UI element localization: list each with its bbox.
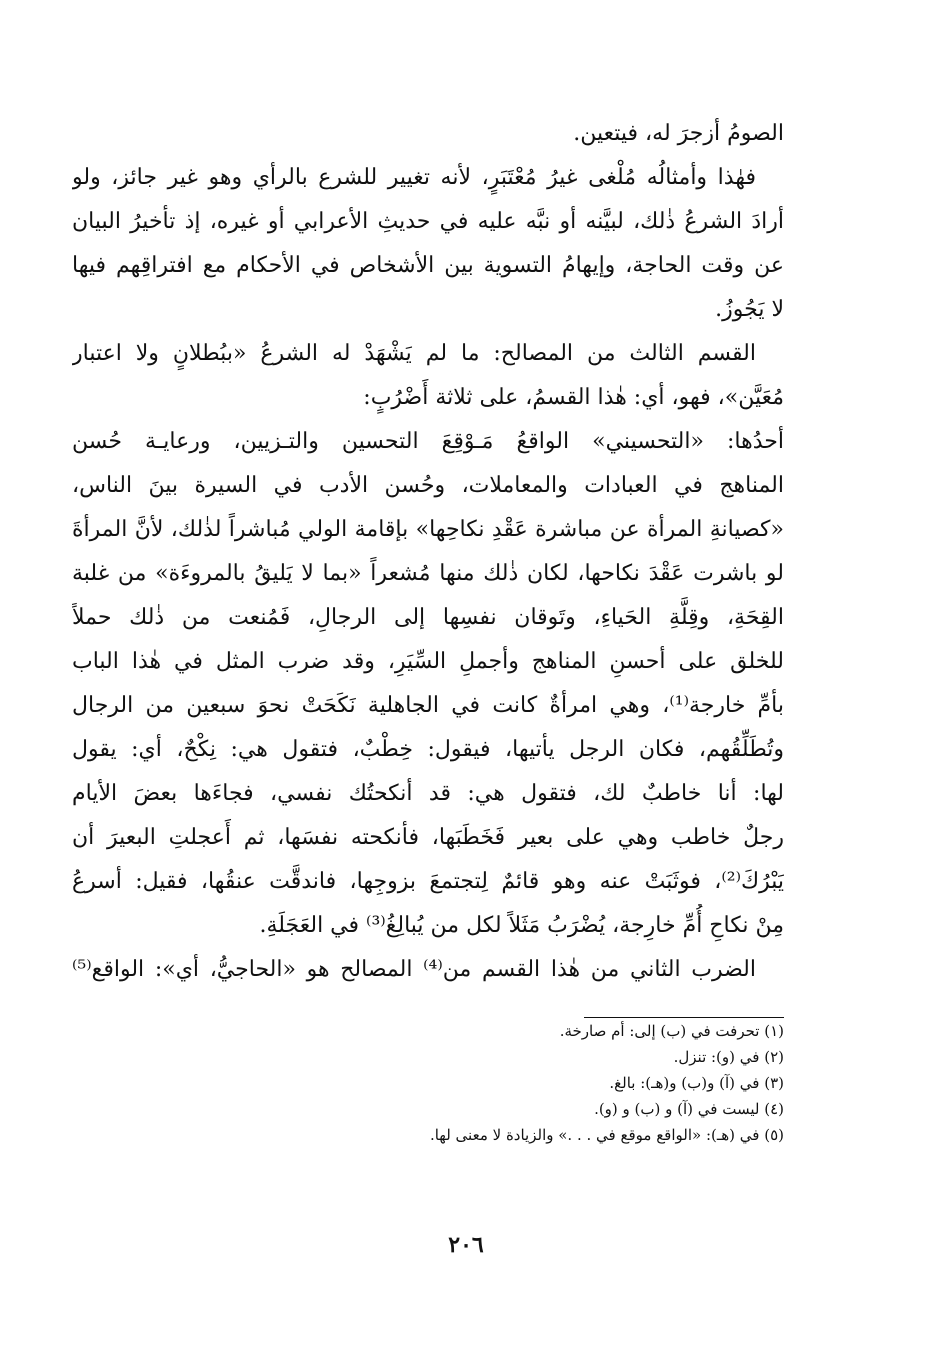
- text-line: عن وقت الحاجة، وإيهامُ التسوية بين الأشخاص في الأحكام مع افتراقِهم فيها: [72, 253, 784, 278]
- text-line: أرادَ الشرعُ ذٰلك، لبيَّنه أو نبَّه عليه في حديثِ الأعرابي أو غيره، إذ تأخيرُ البيان: [72, 209, 784, 234]
- text-line: مُعَيَّن»، فهو، أي: هٰذا القسمُ، على ثلاثة أَضْرُبٍ:: [363, 385, 784, 410]
- text-line: الضرب الثاني من هٰذا القسم من⁽⁴⁾ المصالح هو «الحاجيُّ، أي»: الواقع⁽⁵⁾: [72, 957, 756, 982]
- text-line: أحدُها: «التحسيني» الواقعُ مَـوْقِعَ التحسين والتـزيين، ورعايـة حُسن: [72, 429, 784, 454]
- page-number: ٢٠٦: [448, 1232, 484, 1258]
- text-line: لو باشرت عَقْدَ نكاحها، لكان ذٰلك منها مُشعراً «بما لا يَليقُ بالمروءَة» من غلبة: [72, 561, 784, 586]
- footnote: (١) تحرفت في (ب) إلى: أم صارخة.: [559, 1022, 784, 1040]
- text-line: الصومُ أزجرَ له، فيتعين.: [573, 121, 784, 146]
- footnote: (٤) ليست في (آ) و (ب) و (و).: [594, 1100, 784, 1118]
- text-line: وتُطَلِّقُهم، فكان الرجل يأتيها، فيقول: خِطْبٌ، فتقول هي: نِكْحٌ، أي: يقول: [72, 737, 784, 762]
- text-line: المناهج في العبادات والمعاملات، وحُسن الأدب في السيرة بينَ الناس،: [72, 473, 784, 498]
- footnote: (٢) في (و): تنزل.: [673, 1048, 784, 1066]
- text-line: رجلٌ خاطب وهي على بعير فَخَطَبَها، فأنكحته نفسَها، ثم أَعجلتِ البعيرَ أن: [72, 825, 784, 850]
- footnote: (٣) في (آ) و(ب) و(هـ): بالغ.: [609, 1074, 784, 1092]
- text-line: لا يَجُوزُ.: [715, 297, 784, 322]
- footnotes: [72, 1018, 784, 1148]
- text-line: للخلق على أحسنِ المناهج وأجملِ السِّيَرِ، وقد ضرب المثل في هٰذا الباب: [72, 649, 784, 674]
- text-line: القِحَةِ، وقِلَّةِ الحَياءِ، وتَوقان نفسِها إلى الرجالِ، فَمُنعت من ذٰلك حملاً: [72, 605, 784, 630]
- text-line: لها: أنا خاطبٌ لك، فتقول هي: قد أنكحتُك نفسي، فجاءَها بعضَ الأيام: [72, 781, 784, 806]
- footnote: (٥) في (هـ): «الواقع موقع في . . .» والزيادة لا معنى لها.: [429, 1126, 784, 1144]
- text-line: «كصيانةِ المرأة عن مباشرة عَقْدِ نكاحِها» بإقامة الولي مُباشراً لذٰلك، لأنَّ المرأةَ: [72, 517, 784, 542]
- text-line: مِنْ نكاحِ أُمِّ خارِجة، يُضْرَبُ مَثَلاً لكل من يُبالِغُ⁽³⁾ في العَجَلَةِ.: [259, 913, 784, 938]
- text-line: يَبْرُكَ⁽²⁾، فوثَبَتْ عنه وهو قائمٌ لِتجتمعَ بزوجِها، فاندقَّت عنقُها، فقيل: أسرعُ: [72, 869, 784, 894]
- text-line: فهٰذا وأمثالُه مُلْغى غيرُ مُعْتَبَرٍ، لأنه تغيير للشرع بالرأي وهو غير جائز، ولو: [72, 165, 756, 190]
- text-line: بأمِّ خارجة⁽¹⁾، وهي امرأةٌ كانت في الجاهلية نَكَحَتْ نحوَ سبعين من الرجال: [72, 693, 784, 718]
- main-text: [72, 112, 784, 992]
- text-line: القسم الثالث من المصالح: ما لم يَشْهَدْ له الشرعُ «ببُطلانٍ ولا اعتبار: [72, 341, 756, 366]
